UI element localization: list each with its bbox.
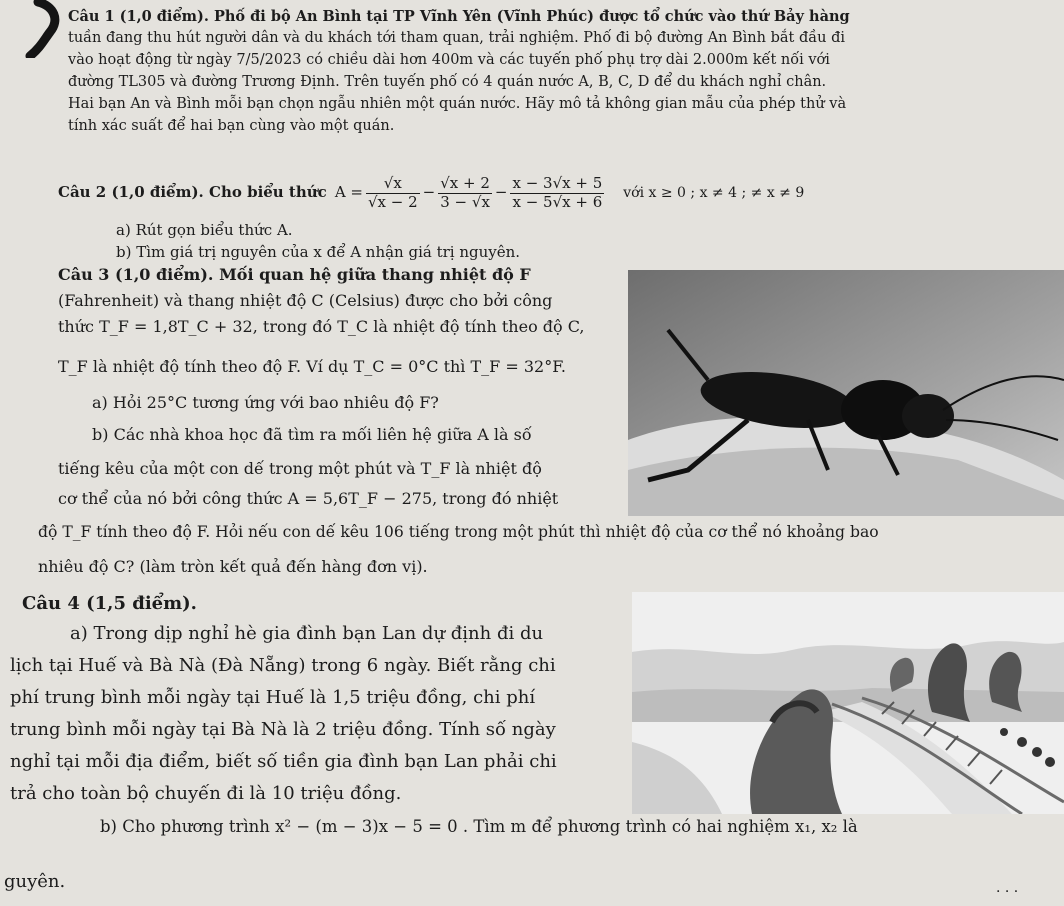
q4-part-a-line-2: lịch tại Huế và Bà Nà (Đà Nẵng) trong 6 ngày. Biết rằng chi: [10, 655, 556, 676]
q3-part-b-line-1: b) Các nhà khoa học đã tìm ra mối liên hệ giữa A là số: [92, 425, 532, 444]
q2-part-a: a) Rút gọn biểu thức A.: [116, 221, 293, 239]
q3-line-4: T_F là nhiệt độ tính theo độ F. Ví dụ T_C = 0°C thì T_F = 32°F.: [58, 357, 566, 376]
q2-expression-line: [58, 162, 804, 224]
q1-line-4: đường TL305 và đường Trương Định. Trên tuyến phố có 4 quán nước A, B, C, D để du khách nghỉ chân.: [68, 74, 827, 90]
q2-fraction-2: [438, 175, 492, 211]
golden-bridge-photo: [632, 592, 1064, 814]
q1-line-6: tính xác suất để hai bạn cùng vào một quán.: [68, 118, 395, 134]
q2-fraction-3-numerator: x − 3√x + 5: [512, 174, 603, 193]
q3-part-b-line-2: tiếng kêu của một con dế trong một phút và T_F là nhiệt độ: [58, 459, 542, 478]
q4-part-b: b) Cho phương trình x² − (m − 3)x − 5 = 0 . Tìm m để phương trình có hai nghiệm x₁, x₂ là: [100, 817, 858, 836]
q2-condition: với x ≥ 0 ; x ≠ 4 ; ≠ x ≠ 9: [623, 184, 805, 201]
q4-part-a-line-3: phí trung bình mỗi ngày tại Huế là 1,5 triệu đồng, chi phí: [10, 687, 536, 708]
cricket-photo: [628, 270, 1064, 516]
q3-line-1: Câu 3 (1,0 điểm). Mối quan hệ giữa thang nhiệt độ F: [58, 265, 531, 284]
q4-part-a-line-5: nghỉ tại mỗi địa điểm, biết số tiền gia đình bạn Lan phải chi: [10, 751, 557, 772]
q2-fraction-1: [366, 175, 420, 211]
q4-part-a-line-4: trung bình mỗi ngày tại Bà Nà là 2 triệu đồng. Tính số ngày: [10, 719, 556, 740]
q1-line-2: tuần đang thu hút người dân và du khách tới tham quan, trải nghiệm. Phố đi bộ đường An Bình bắt đầu đi: [68, 30, 845, 46]
q2-fraction-3-denominator: x − 5√x + 6: [512, 192, 603, 211]
q3-part-b-line-3: cơ thể của nó bởi công thức A = 5,6T_F − 275, trong đó nhiệt: [58, 489, 559, 508]
q3-part-b-line-4: độ T_F tính theo độ F. Hỏi nếu con dế kêu 106 tiếng trong một phút thì nhiệt độ của cơ thể nó khoảng bao: [38, 523, 879, 541]
q4-part-a-line-6: trả cho toàn bộ chuyến đi là 10 triệu đồng.: [10, 783, 402, 804]
q2-fraction-1-numerator: √x: [366, 175, 420, 193]
q2-title: Câu 2 (1,0 điểm). Cho biểu thức: [58, 183, 327, 202]
q3-part-b-line-5: nhiêu độ C? (làm tròn kết quả đến hàng đơn vị).: [38, 557, 428, 576]
q1-line-1: Câu 1 (1,0 điểm). Phố đi bộ An Bình tại TP Vĩnh Yên (Vĩnh Phúc) được tổ chức vào thứ Bảy hàng: [68, 8, 850, 25]
q2-part-b: b) Tìm giá trị nguyên của x để A nhận giá trị nguyên.: [116, 243, 521, 261]
q2-fraction-1-denominator: √x − 2: [367, 192, 418, 211]
cricket-photo-illustration: [628, 270, 1064, 516]
golden-bridge-photo-illustration: [632, 592, 1064, 814]
q2-fraction-2-numerator: √x + 2: [440, 174, 490, 193]
q1-line-5: Hai bạn An và Bình mỗi bạn chọn ngẫu nhiên một quán nước. Hãy mô tả không gian mẫu của phép thử và: [68, 96, 847, 112]
q3-line-2: (Fahrenheit) và thang nhiệt độ C (Celsius) được cho bởi công: [58, 291, 553, 310]
binder-mark-icon: [20, 0, 66, 58]
q2-fraction-3: [510, 175, 604, 211]
q2-a-equals: A =: [334, 183, 363, 202]
q4-title: Câu 4 (1,5 điểm).: [22, 593, 197, 614]
q4-part-a-line-1: a) Trong dịp nghỉ hè gia đình bạn Lan dự định đi du: [70, 623, 544, 644]
q1-line-3: vào hoạt động từ ngày 7/5/2023 có chiều dài hơn 400m và các tuyến phố phụ trợ dài 2.000m kết nối với: [68, 52, 830, 68]
q4-part-b-continued: guyên.: [4, 871, 66, 892]
q3-part-a: a) Hỏi 25°C tương ứng với bao nhiêu độ F?: [92, 393, 439, 412]
decorative-dots: · · ·: [996, 884, 1019, 900]
q2-minus-1: −: [422, 183, 436, 202]
q2-minus-2: −: [494, 183, 508, 202]
q3-line-3: thức T_F = 1,8T_C + 32, trong đó T_C là nhiệt độ tính theo độ C,: [58, 317, 585, 336]
q2-fraction-2-denominator: 3 − √x: [440, 192, 490, 211]
